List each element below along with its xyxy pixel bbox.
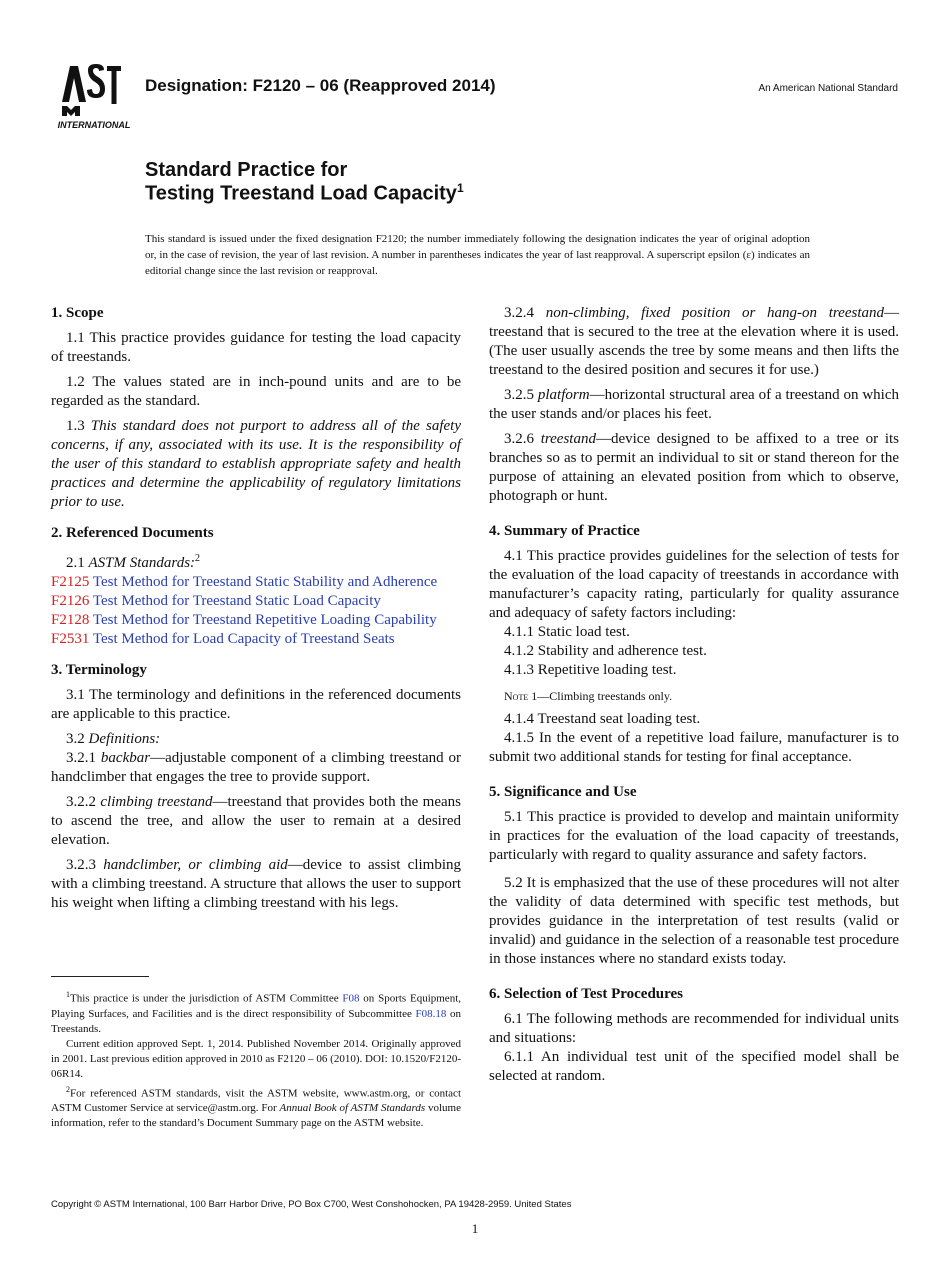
paragraph-5-1: 5.1 This practice is provided to develop and maintain uniformity in practices for the evaluation of the load capacity of treestands, particularly with regard to quality assurance and safety factors. bbox=[489, 809, 899, 863]
defined-term: treestand bbox=[540, 431, 596, 447]
right-column bbox=[489, 304, 899, 1086]
paragraph-1-3 bbox=[51, 417, 461, 512]
page-number: 1 bbox=[471, 1221, 479, 1236]
note-1 bbox=[489, 688, 899, 704]
copyright: Copyright © ASTM International, 100 Barr Harbor Drive, PO Box C700, West Conshohocken, PA 19428-2959. United States bbox=[51, 1199, 572, 1210]
astm-standards-label: ASTM Standards: bbox=[88, 555, 196, 571]
reference-title[interactable]: Test Method for Treestand Repetitive Loading Capability bbox=[92, 612, 437, 628]
paragraph-number: 3.2.6 bbox=[504, 431, 541, 447]
defined-term: backbar bbox=[100, 750, 151, 766]
paragraph-number: 3.2.3 bbox=[66, 857, 104, 873]
defined-term: non-climbing, fixed position or hang-on treestand bbox=[545, 305, 884, 321]
footnote-current-edition: Current edition approved Sept. 1, 2014. Published November 2014. Originally approved in 2001. Last previous edition approved in 2010 as F2120 – 06 (2010). DOI: 10.1520/F2120-06R14. bbox=[51, 1037, 461, 1080]
footnotes bbox=[51, 987, 461, 1131]
defined-term: platform bbox=[537, 387, 590, 403]
footnote-text: volume information, refer to the standard’s Document Summary page on the ASTM website. bbox=[51, 1102, 461, 1130]
designation: Designation: F2120 – 06 (Reapproved 2014) bbox=[145, 76, 496, 95]
reference-code[interactable]: F2126 bbox=[51, 593, 90, 609]
definitions-label: Definitions: bbox=[88, 731, 161, 747]
paragraph-4-1-2: 4.1.2 Stability and adherence test. bbox=[504, 643, 707, 659]
reference-code[interactable]: F2125 bbox=[51, 574, 90, 590]
paragraph-3-1: 3.1 The terminology and definitions in the referenced documents are applicable to this practice. bbox=[51, 687, 461, 722]
defined-term: handclimber, or climbing aid bbox=[103, 857, 288, 873]
section-heading-selection: 6. Selection of Test Procedures bbox=[489, 986, 684, 1002]
reference-item[interactable] bbox=[51, 573, 461, 592]
footnote-divider bbox=[51, 976, 149, 977]
paragraph-4-1-3: 4.1.3 Repetitive loading test. bbox=[504, 662, 677, 678]
logo-text: ASTM bbox=[52, 56, 55, 57]
paragraph-4-1-5: 4.1.5 In the event of a repetitive load failure, manufacturer is to submit two additional stands for testing for final acceptance. bbox=[489, 730, 899, 765]
page-title-line2 bbox=[145, 181, 464, 206]
definition-text: —device designed to be affixed to a tree or its branches so as to permit an individual to sit or stand thereon for the purpose of attaining an elevated position from which to observe, photograph or hunt. bbox=[489, 431, 900, 504]
astm-logo-icon bbox=[52, 56, 136, 132]
paragraph-number: 3.2 bbox=[66, 731, 89, 747]
section-heading-scope: 1. Scope bbox=[51, 305, 104, 321]
issued-statement: This standard is issued under the fixed designation F2120; the number immediately following the designation indicates the year of original adoption or, in the case of revision, the year of last revision. A number in parentheses indicates the year of last reapproval. A superscript epsilon (ε) indicates an editorial change since the last revision or reapproval. bbox=[145, 233, 810, 277]
definition-text: —device to assist climbing with a climbing treestand. A structure that allows the user to support his weight when lifting a climbing treestand with his legs. bbox=[51, 857, 462, 911]
definition-3-2-6 bbox=[489, 430, 899, 506]
footnote-text: This practice is under the jurisdiction of ASTM Committee bbox=[70, 992, 343, 1005]
section-heading-terminology: 3. Terminology bbox=[51, 662, 147, 678]
paragraph-number: 2.1 bbox=[66, 555, 89, 571]
logo-subtext: INTERNATIONAL bbox=[57, 120, 131, 130]
paragraph-6-1: 6.1 The following methods are recommended for individual units and situations: bbox=[489, 1011, 899, 1046]
footnote-text: on Treestands. bbox=[51, 1007, 461, 1035]
reference-item[interactable] bbox=[51, 630, 461, 649]
footnote-2 bbox=[51, 1082, 461, 1132]
definition-text: —adjustable component of a climbing treestand or handclimber that engages the tree to provide support. bbox=[51, 750, 461, 785]
national-standard-label: An American National Standard bbox=[758, 83, 898, 94]
definition-text: —treestand that provides both the means to ascend the tree, and allow the user to remain at a desired elevation. bbox=[51, 794, 461, 848]
paragraph-6-1-1: 6.1.1 An individual test unit of the specified model shall be selected at random. bbox=[489, 1049, 899, 1084]
title-footnote-mark: 1 bbox=[456, 181, 464, 195]
footnote-mark: 2 bbox=[66, 1084, 70, 1094]
footnote-text: on Sports Equipment, Playing Surfaces, and Facilities and is the direct responsibility of Subcommittee bbox=[51, 992, 461, 1020]
definition-3-2-4 bbox=[489, 304, 899, 380]
paragraph-number: 1.3 bbox=[66, 418, 91, 434]
definition-3-2-1 bbox=[51, 749, 461, 787]
paragraph-5-2: 5.2 It is emphasized that the use of these procedures will not alter the validity of data determined with specific test methods, but provides guidance in the interpretation of test results (valid or invalid) and guidance in the selection of a reasonable test procedure in those instances where no standard exists today. bbox=[489, 875, 899, 967]
page-title-text: Testing Treestand Load Capacity bbox=[145, 182, 457, 205]
footnote-text: For referenced ASTM standards, visit the ASTM website, www.astm.org, or contact ASTM Customer Service at service@astm.org. For bbox=[51, 1087, 461, 1115]
paragraph-number: 3.2.4 bbox=[504, 305, 546, 321]
paragraph-number: 3.2.5 bbox=[504, 387, 538, 403]
paragraph-3-2 bbox=[51, 730, 461, 749]
note-label: Note 1 bbox=[504, 689, 538, 703]
paragraph-number: 3.2.2 bbox=[66, 794, 101, 810]
definition-3-2-2 bbox=[51, 793, 461, 850]
astm-logo bbox=[52, 56, 136, 132]
reference-title[interactable]: Test Method for Treestand Static Stability and Adherence bbox=[92, 574, 438, 590]
reference-code[interactable]: F2531 bbox=[51, 631, 90, 647]
page-title-line1: Standard Practice for bbox=[145, 159, 348, 181]
reference-code[interactable]: F2128 bbox=[51, 612, 90, 628]
safety-caveat-text: This standard does not purport to address all of the safety concerns, if any, associated with its use. It is the responsibility of the user of this standard to establish appropriate safety and health practices and determine the applicability of regulatory limitations prior to use. bbox=[51, 418, 461, 510]
left-column bbox=[51, 304, 461, 913]
definition-text: —horizontal structural area of a treestand on which the user stands and/or places his feet. bbox=[489, 387, 899, 422]
definition-3-2-3 bbox=[51, 856, 461, 913]
reference-item[interactable] bbox=[51, 611, 461, 630]
definition-3-2-5 bbox=[489, 386, 899, 424]
reference-title[interactable]: Test Method for Load Capacity of Treestand Seats bbox=[92, 631, 395, 647]
reference-title[interactable]: Test Method for Treestand Static Load Capacity bbox=[92, 593, 381, 609]
footnote-italic: Annual Book of ASTM Standards bbox=[279, 1102, 426, 1115]
paragraph-4-1-1: 4.1.1 Static load test. bbox=[504, 624, 630, 640]
section-heading-referenced-documents: 2. Referenced Documents bbox=[51, 525, 214, 541]
section-heading-significance: 5. Significance and Use bbox=[489, 784, 637, 800]
definition-text: —treestand that is secured to the tree at the elevation where it is used. (The user usually ascends the tree by some means and then lifts the treestand to the desired position and secures it for use.) bbox=[489, 305, 899, 378]
note-text: —Climbing treestands only. bbox=[537, 689, 673, 703]
section-heading-summary: 4. Summary of Practice bbox=[489, 523, 640, 539]
footnote-mark: 2 bbox=[195, 553, 201, 564]
footnote-1 bbox=[51, 987, 461, 1037]
defined-term: climbing treestand bbox=[100, 794, 213, 810]
paragraph-number: 3.2.1 bbox=[66, 750, 101, 766]
paragraph-2-1 bbox=[51, 549, 461, 573]
committee-link[interactable]: F08 bbox=[342, 992, 360, 1005]
reference-item[interactable] bbox=[51, 592, 461, 611]
footnote-mark: 1 bbox=[66, 990, 70, 999]
paragraph-4-1-4: 4.1.4 Treestand seat loading test. bbox=[504, 711, 701, 727]
paragraph-1-1: 1.1 This practice provides guidance for testing the load capacity of treestands. bbox=[51, 330, 461, 365]
paragraph-4-1: 4.1 This practice provides guidelines for the selection of tests for the evaluation of the load capacity of treestands in accordance with manufacturer’s capacity rating, particularly for quality assurance and adequacy of safety factors including: bbox=[489, 548, 899, 621]
paragraph-1-2: 1.2 The values stated are in inch-pound units and are to be regarded as the standard. bbox=[51, 374, 461, 409]
subcommittee-link[interactable]: F08.18 bbox=[415, 1007, 447, 1020]
